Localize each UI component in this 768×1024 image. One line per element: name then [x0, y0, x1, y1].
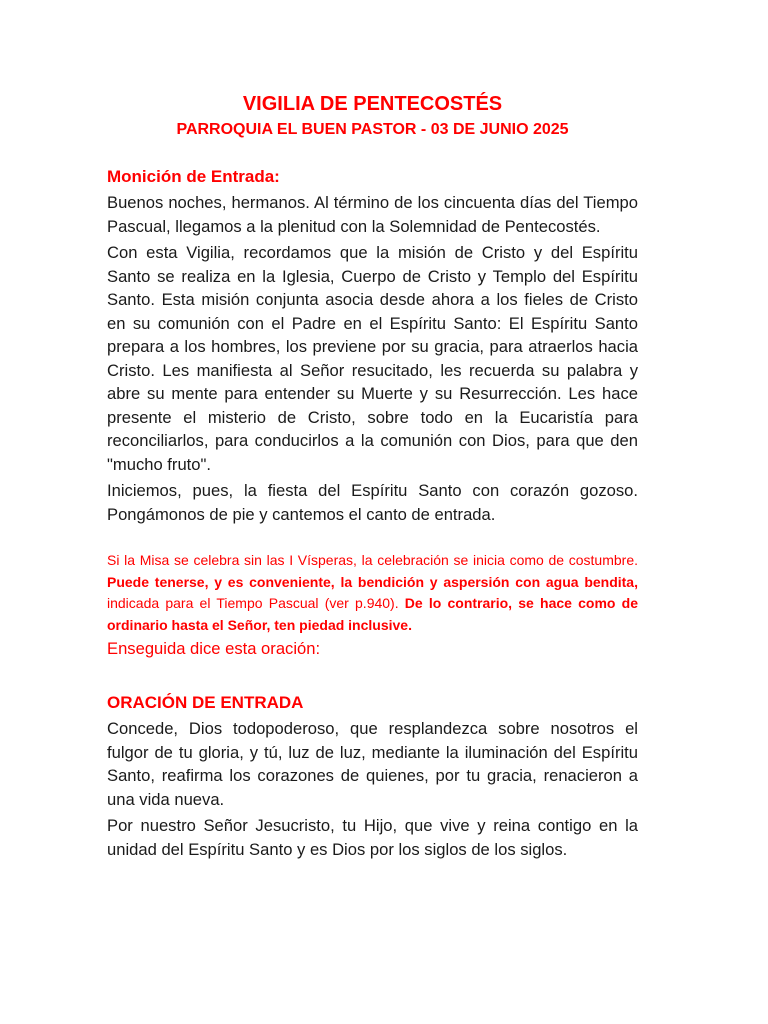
oracion-paragraph-2: Por nuestro Señor Jesucristo, tu Hijo, que vive y reina contigo en la unidad del Espíritu Santo y es Dios por los siglos de los siglos. [107, 816, 638, 859]
rubric-oration-cue: Enseguida dice esta oración: [107, 639, 321, 658]
rubric-instructions [107, 550, 638, 636]
rubric-bold-2: De lo contrario, se hace como de ordinario hasta el Señor, ten piedad inclusive. [107, 595, 638, 633]
monicion-paragraph-3: Iniciemos, pues, la fiesta del Espíritu Santo con corazón gozoso. Pongámonos de pie y cantemos el canto de entrada. [107, 481, 638, 524]
rubric-text-1: Si la Misa se celebra sin las I Vísperas, la celebración se inicia como de costumbre. [107, 552, 638, 568]
monicion-paragraph-2: Con esta Vigilia, recordamos que la misión de Cristo y del Espíritu Santo se realiza en la Iglesia, Cuerpo de Cristo y Templo del Espíritu Santo. Esta misión conjunta asocia desde ahora a los fieles de Cristo en su comunión con el Padre en el Espíritu Santo: El Espíritu Santo prepara a los hombres, los previene por su gracia, para atraerlos hacia Cristo. Les manifiesta al Señor resucitado, les recuerda su palabra y abre su mente para entender su Muerte y su Resurrección. Les hace presente el misterio de Cristo, sobre todo en la Eucaristía para reconciliarlos, para conducirlos a la comunión con Dios, para que den "mucho fruto". [107, 243, 638, 474]
rubric-bold-1: Puede tenerse, y es conveniente, la bendición y aspersión con agua bendita, [107, 573, 638, 590]
document-subtitle: PARROQUIA EL BUEN PASTOR - 03 DE JUNIO 2025 [176, 121, 569, 138]
oracion-paragraph-1: Concede, Dios todopoderoso, que resplandezca sobre nosotros el fulgor de tu gloria, y tú, luz de luz, mediante la iluminación del Espíritu Santo, reafirma los corazones de quienes, por tu gracia, renacieron a una vida nueva. [107, 719, 638, 809]
rubric-text-2: indicada para el Tiempo Pascual (ver p.940). [107, 595, 405, 611]
monicion-paragraph-1: Buenos noches, hermanos. Al término de los cincuenta días del Tiempo Pascual, llegamos a la plenitud con la Solemnidad de Pentecostés. [107, 193, 638, 236]
monicion-heading: Monición de Entrada: [107, 167, 280, 186]
oracion-heading: ORACIÓN DE ENTRADA [107, 693, 304, 712]
document-title: VIGILIA DE PENTECOSTÉS [242, 93, 503, 115]
